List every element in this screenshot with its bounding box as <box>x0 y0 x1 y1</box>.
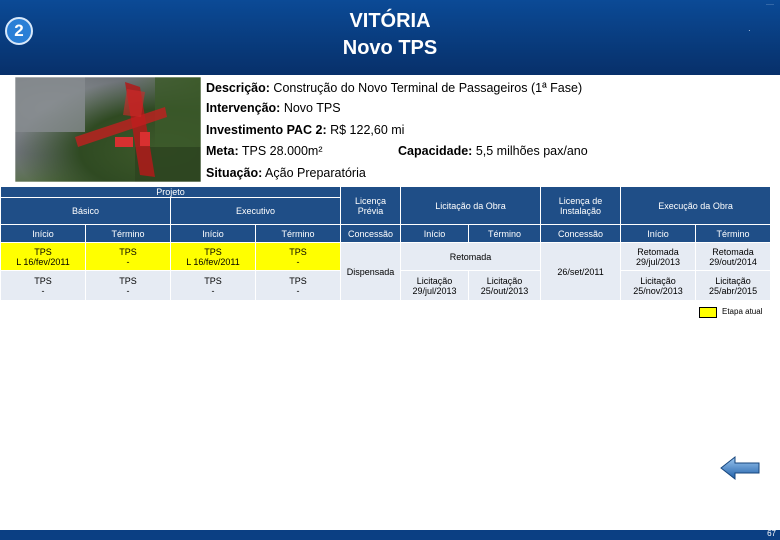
sub-concessao: Concessão <box>341 225 401 243</box>
header-projeto: Projeto <box>1 187 341 198</box>
back-arrow-button[interactable] <box>719 455 761 481</box>
table-cell: TPS - <box>256 243 341 271</box>
table-cell: TPS - <box>171 271 256 301</box>
licitacao-inicio-cell: Licitação 29/jul/2013 <box>401 271 469 301</box>
table-cell: TPS L 16/fev/2011 <box>1 243 86 271</box>
capacity-line: Capacidade: 5,5 milhões pax/ano <box>398 144 588 158</box>
page-subtitle: Novo TPS <box>342 37 438 59</box>
sub-termino: Término <box>469 225 541 243</box>
footer-bar <box>0 530 780 540</box>
dispensada-cell: Dispensada <box>341 243 401 301</box>
table-cell: TPS - <box>86 243 171 271</box>
exec-inicio-cell: Retomada 29/jul/2013 <box>621 243 696 271</box>
header-tiny-text: ···· <box>766 2 774 8</box>
sub-inicio: Início <box>621 225 696 243</box>
licitacao-retomada-cell: Retomada <box>401 243 541 271</box>
section-number-badge: 2 <box>5 17 33 45</box>
table-cell: TPS L 16/fev/2011 <box>171 243 256 271</box>
header-licenca-previa: Licença Prévia <box>341 187 401 225</box>
header-execucao-obra: Execução da Obra <box>621 187 771 225</box>
legend-label: Etapa atual <box>722 307 763 316</box>
page-title: VITÓRIA <box>349 10 431 32</box>
sub-concessao: Concessão <box>541 225 621 243</box>
sub-termino: Término <box>86 225 171 243</box>
sub-termino: Término <box>696 225 771 243</box>
exec-termino-cell: Retomada 29/out/2014 <box>696 243 771 271</box>
header-licitacao-obra: Licitação da Obra <box>401 187 541 225</box>
schedule-table <box>0 186 771 301</box>
title-bar <box>0 0 780 75</box>
exec-inicio-cell: Licitação 25/nov/2013 <box>621 271 696 301</box>
back-arrow-icon <box>719 455 761 481</box>
airport-aerial-photo <box>15 77 201 182</box>
sub-inicio: Início <box>171 225 256 243</box>
sub-inicio: Início <box>1 225 86 243</box>
exec-termino-cell: Licitação 25/abr/2015 <box>696 271 771 301</box>
header-basico: Básico <box>1 198 171 225</box>
table-cell: TPS - <box>86 271 171 301</box>
header-executivo: Executivo <box>171 198 341 225</box>
table-cell: TPS - <box>256 271 341 301</box>
header-licenca-instalacao: Licença de Instalação <box>541 187 621 225</box>
goal-line: Meta: TPS 28.000m² <box>206 144 323 158</box>
sub-termino: Término <box>256 225 341 243</box>
li-date-cell: 26/set/2011 <box>541 243 621 301</box>
page-number: 67 <box>767 529 776 538</box>
investment-line: Investimento PAC 2: R$ 122,60 mi <box>206 123 405 137</box>
table-row <box>1 243 771 271</box>
licitacao-termino-cell: Licitação 25/out/2013 <box>469 271 541 301</box>
legend-swatch <box>699 307 717 318</box>
description-line: Descrição: Construção do Novo Terminal de Passageiros (1ª Fase) <box>206 81 583 95</box>
header-mark: · <box>748 26 751 35</box>
table-cell: TPS - <box>1 271 86 301</box>
intervention-line: Intervenção: Novo TPS <box>206 101 341 115</box>
status-line: Situação: Ação Preparatória <box>206 166 366 180</box>
sub-inicio: Início <box>401 225 469 243</box>
